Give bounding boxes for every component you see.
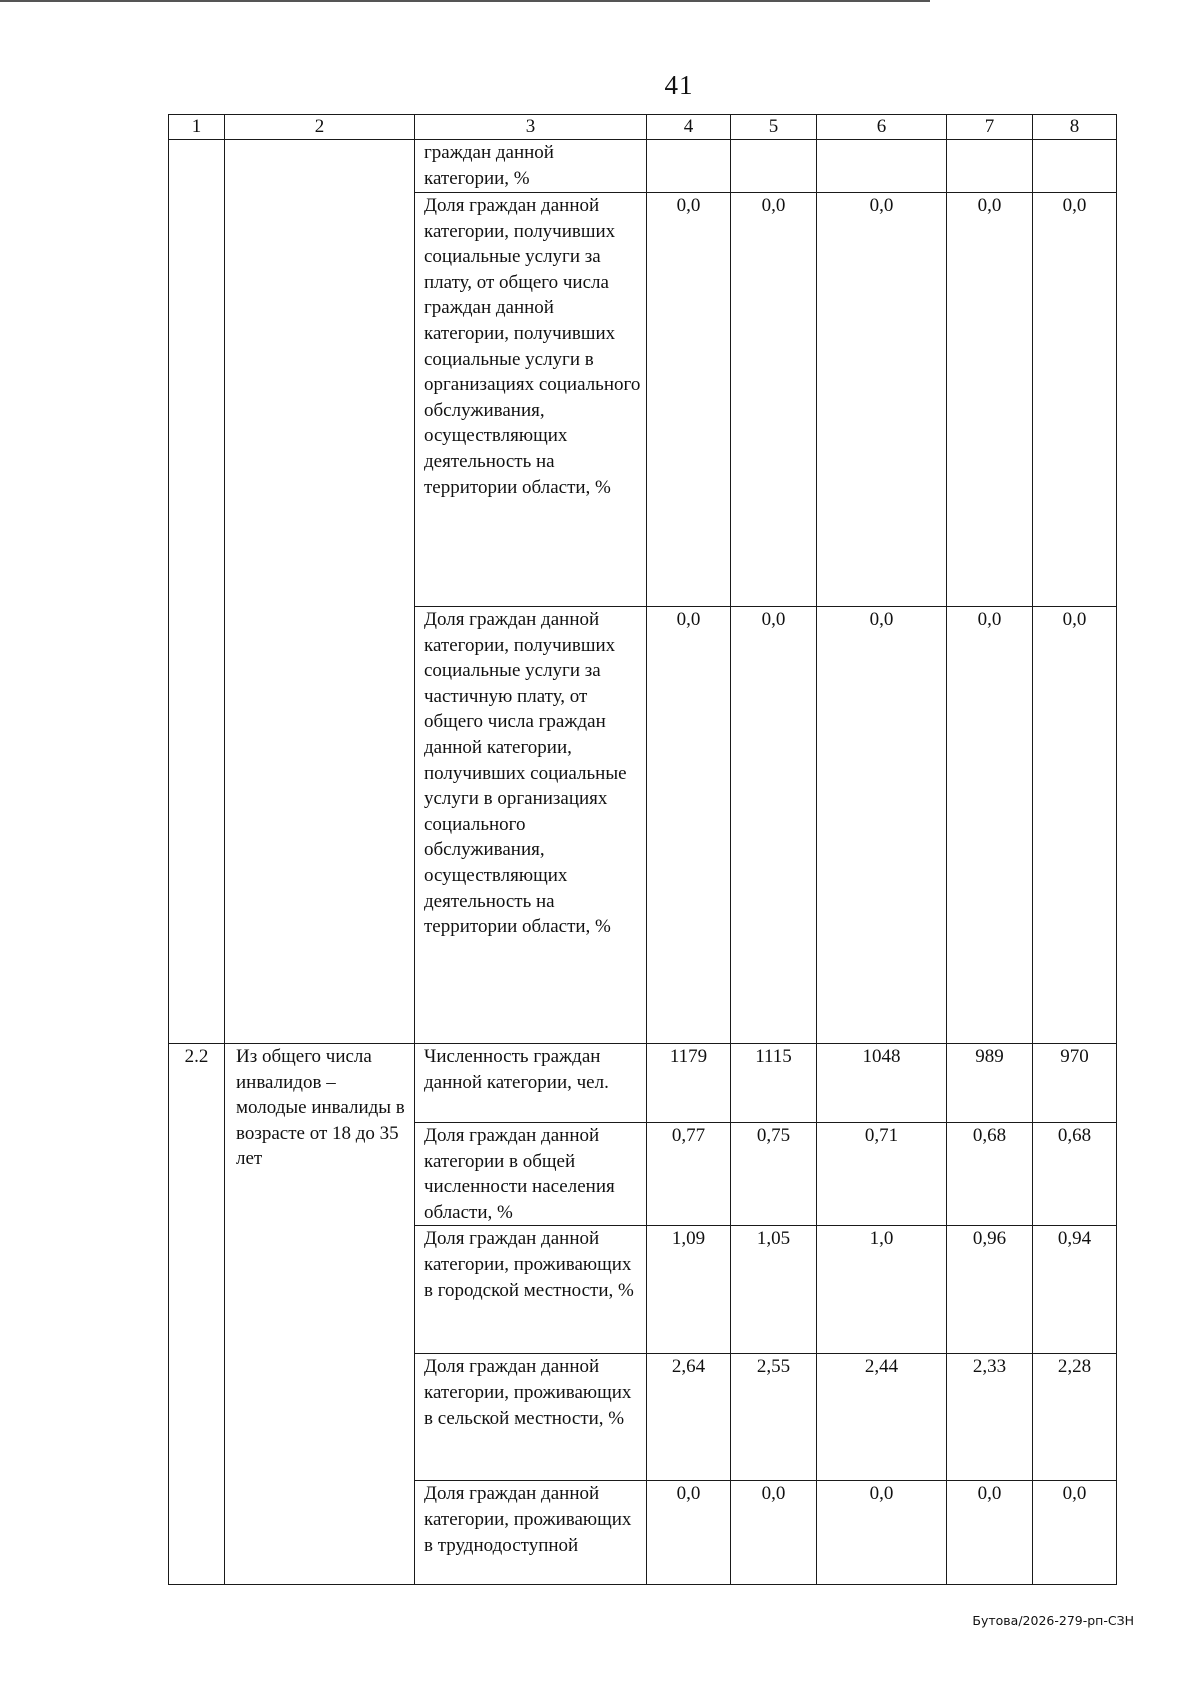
column-header: 7 [947, 115, 1033, 140]
value-cell: 2,33 [947, 1354, 1033, 1481]
value-cell: 0,0 [1033, 193, 1117, 607]
indicator-cell: граждан данной категории, % [415, 140, 647, 193]
document-reference: Бутова/2026-279-рп-СЗН [972, 1613, 1134, 1628]
value-cell [1033, 140, 1117, 193]
column-header: 1 [169, 115, 225, 140]
value-cell: 0,0 [947, 193, 1033, 607]
value-cell: 1179 [647, 1044, 731, 1123]
column-header: 6 [817, 115, 947, 140]
column-header: 4 [647, 115, 731, 140]
value-cell: 0,0 [731, 1481, 817, 1585]
value-cell: 0,68 [947, 1123, 1033, 1226]
value-cell: 0,0 [817, 193, 947, 607]
value-cell: 0,77 [647, 1123, 731, 1226]
value-cell: 1115 [731, 1044, 817, 1123]
value-cell: 0,68 [1033, 1123, 1117, 1226]
value-cell: 0,0 [647, 607, 731, 1044]
value-cell: 989 [947, 1044, 1033, 1123]
page-number: 41 [664, 70, 694, 100]
value-cell: 2,64 [647, 1354, 731, 1481]
value-cell: 1,05 [731, 1226, 817, 1354]
indicator-cell: Численность граждан данной категории, чел. [415, 1044, 647, 1123]
indicator-cell: Доля граждан данной категории, проживающих в труднодоступной [415, 1481, 647, 1585]
value-cell [947, 140, 1033, 193]
value-cell: 0,0 [647, 193, 731, 607]
value-cell: 1,0 [817, 1226, 947, 1354]
value-cell: 0,0 [647, 1481, 731, 1585]
section-number: 2.2 [169, 1044, 225, 1585]
table-row [169, 1044, 1117, 1123]
row-number-cell [169, 140, 225, 1044]
column-header: 2 [225, 115, 415, 140]
value-cell: 0,75 [731, 1123, 817, 1226]
indicator-cell: Доля граждан данной категории, получивших социальные услуги за частичную плату, от общего числа граждан данной категории, получивших социальные услуги в организациях социального обслуживания, осуществляющих деятельность на территории области, % [415, 607, 647, 1044]
value-cell: 970 [1033, 1044, 1117, 1123]
value-cell: 2,55 [731, 1354, 817, 1481]
category-cell: Из общего числа инвалидов – молодые инвалиды в возрасте от 18 до 35 лет [225, 1044, 415, 1585]
column-header: 3 [415, 115, 647, 140]
value-cell: 0,0 [731, 193, 817, 607]
category-cell [225, 140, 415, 1044]
value-cell: 0,96 [947, 1226, 1033, 1354]
value-cell: 1048 [817, 1044, 947, 1123]
value-cell: 0,94 [1033, 1226, 1117, 1354]
value-cell: 0,0 [731, 607, 817, 1044]
value-cell [817, 140, 947, 193]
value-cell: 2,44 [817, 1354, 947, 1481]
value-cell: 1,09 [647, 1226, 731, 1354]
value-cell: 0,0 [947, 607, 1033, 1044]
value-cell: 0,71 [817, 1123, 947, 1226]
value-cell: 0,0 [1033, 607, 1117, 1044]
value-cell [731, 140, 817, 193]
indicator-cell: Доля граждан данной категории, проживающих в сельской местности, % [415, 1354, 647, 1481]
value-cell: 0,0 [1033, 1481, 1117, 1585]
value-cell: 0,0 [817, 1481, 947, 1585]
scan-top-edge [0, 0, 930, 2]
value-cell: 2,28 [1033, 1354, 1117, 1481]
column-header: 5 [731, 115, 817, 140]
indicators-table [168, 114, 1117, 1585]
value-cell: 0,0 [817, 607, 947, 1044]
value-cell: 0,0 [947, 1481, 1033, 1585]
indicator-cell: Доля граждан данной категории, проживающих в городской местности, % [415, 1226, 647, 1354]
indicator-cell: Доля граждан данной категории, получивших социальные услуги за плату, от общего числа граждан данной категории, получивших социальные услуги в организациях социального обслуживания, осуществляющих деятельность на территории области, % [415, 193, 647, 607]
value-cell [647, 140, 731, 193]
column-number-row [169, 115, 1117, 140]
indicator-cell: Доля граждан данной категории в общей численности населения области, % [415, 1123, 647, 1226]
table-row [169, 140, 1117, 193]
column-header: 8 [1033, 115, 1117, 140]
